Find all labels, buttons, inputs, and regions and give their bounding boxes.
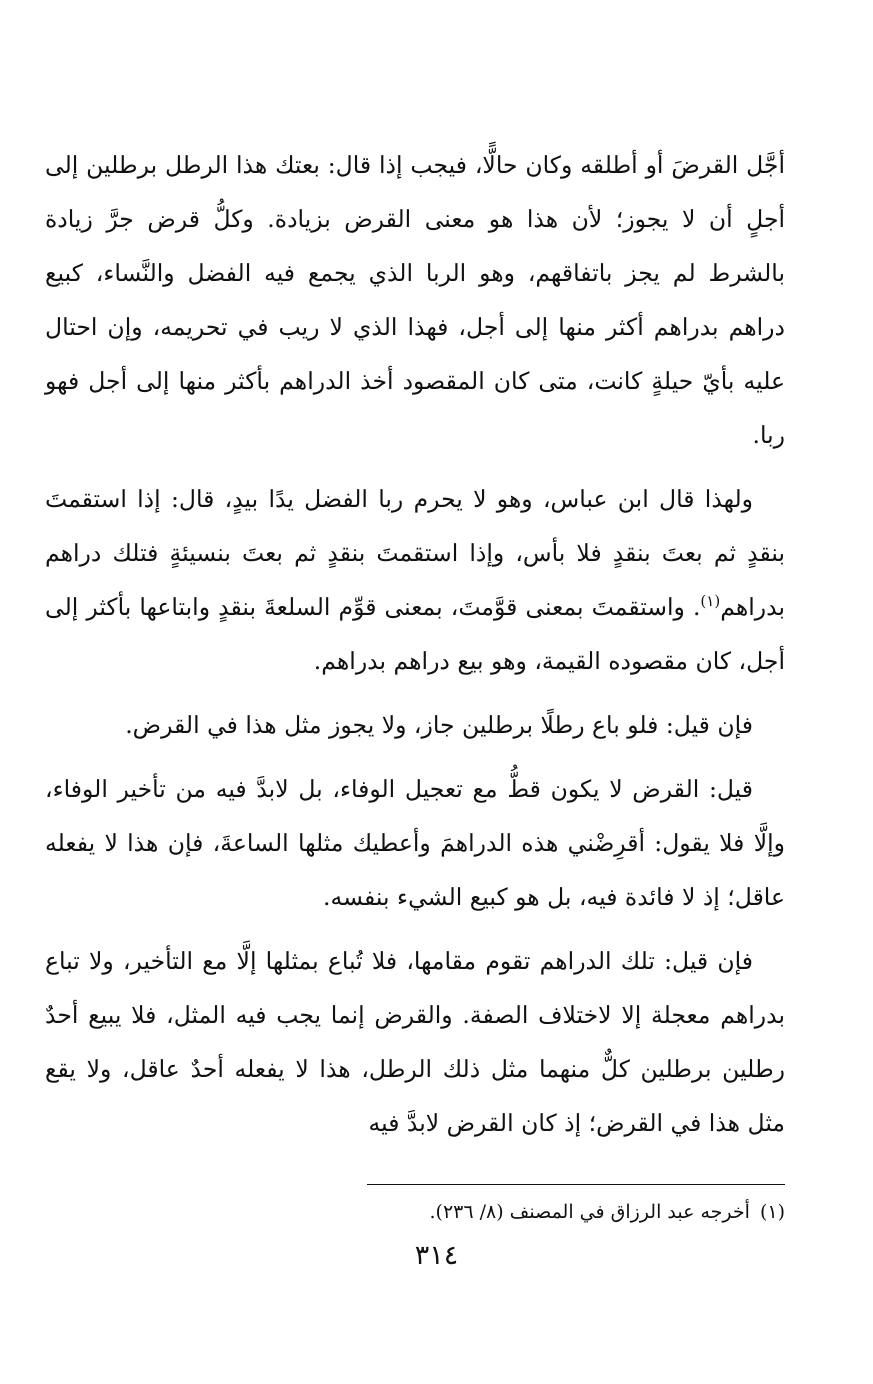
paragraph-text: . واستقمتَ بمعنى قوَّمتَ، بمعنى قوِّم السلعةَ بنقدٍ وابتاعها بأكثر إلى أجل، كان مقصوده القيمة، وهو بيع دراهم بدراهم. [45, 593, 785, 675]
footnote [45, 1194, 785, 1230]
paragraph [45, 472, 785, 688]
paragraph: قيل: القرض لا يكون قطُّ مع تعجيل الوفاء، بل لابدَّ فيه من تأخير الوفاء، وإلَّا فلا يقول: أقرِضْني هذه الدراهمَ وأعطيك مثلها الساعةَ، فإن هذا لا يفعله عاقل؛ إذ لا فائدة فيه، بل هو كبيع الشيء بنفسه. [45, 775, 785, 911]
footnote-separator [367, 1184, 785, 1185]
page-number: ٣١٤ [414, 1240, 459, 1271]
footnote-text: أخرجه عبد الرزاق في المصنف (٨/ ٢٣٦). [429, 1201, 750, 1223]
footnote-number: (١) [759, 1201, 785, 1223]
paragraph-text: ولهذا قال ابن عباس، وهو لا يحرم ربا الفضل يدًا بيدٍ، قال: إذا استقمتَ بنقدٍ ثم بعتَ بنقدٍ فلا بأس، وإذا استقمتَ بنقدٍ ثم بعتَ بنسيئةٍ فتلك دراهم بدراهم [45, 485, 785, 621]
body-text [45, 138, 785, 1160]
footnote-reference: (١) [700, 592, 721, 611]
paragraph: فإن قيل: تلك الدراهم تقوم مقامها، فلا تُباع بمثلها إلَّا مع التأخير، ولا تباع بدراهم معجلة إلا لاختلاف الصفة. والقرض إنما يجب فيه المثل، فلا يبيع أحدٌ رطلين برطلين كلٌّ منهما مثل ذلك الرطل، هذا لا يفعله أحدٌ عاقل، ولا يقع مثل هذا في القرض؛ إذ كان القرض لابدَّ فيه [45, 947, 785, 1137]
paragraph: أجَّل القرضَ أو أطلقه وكان حالًّا، فيجب إذا قال: بعتك هذا الرطل برطلين إلى أجلٍ أن لا يجوز؛ لأن هذا هو معنى القرض بزيادة. وكلُّ قرض جرَّ زيادة بالشرط لم يجز باتفاقهم، وهو الربا الذي يجمع فيه الفضل والنَّساء، كبيع دراهم بدراهم أكثر منها إلى أجل، فهذا الذي لا ريب في تحريمه، وإن احتال عليه بأيّ حيلةٍ كانت، متى كان المقصود أخذ الدراهم بأكثر منها إلى أجل فهو ربا. [45, 151, 785, 449]
paragraph: فإن قيل: فلو باع رطلًا برطلين جاز، ولا يجوز مثل هذا في القرض. [125, 711, 753, 739]
